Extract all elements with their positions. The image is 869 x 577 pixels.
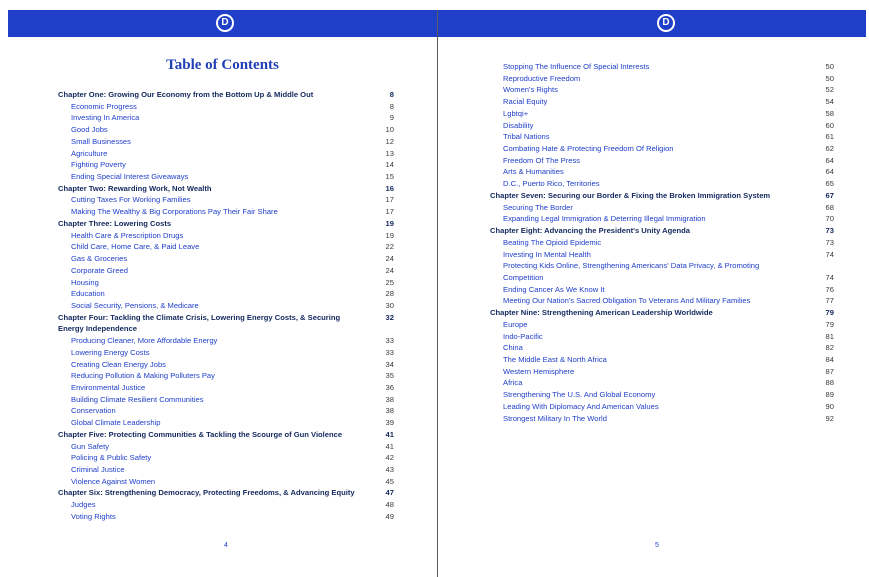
toc-topic-entry (58, 206, 394, 218)
topic-label: Creating Clean Energy Jobs (71, 359, 166, 369)
toc-topic-entry (58, 124, 394, 136)
toc-page-number: 45 (385, 476, 394, 486)
toc-topic-entry (58, 464, 394, 476)
toc-page-number: 24 (385, 265, 394, 275)
toc-topic-entry (490, 178, 834, 190)
toc-chapter-entry (58, 89, 394, 101)
topic-label: Producing Cleaner, More Affordable Energy (71, 336, 218, 346)
toc-page-number: 34 (385, 359, 394, 369)
toc-page-number: 90 (825, 401, 834, 411)
topic-label: Criminal Justice (71, 465, 125, 474)
toc-topic-entry (490, 295, 834, 307)
topic-label: Fighting Poverty (71, 160, 126, 170)
topic-label: Making The Wealthy & Big Corporations Pay Their Fair Share (71, 207, 278, 217)
toc-chapter-entry (490, 307, 834, 319)
toc-page-number: 17 (385, 207, 394, 217)
toc-page-number: 76 (825, 284, 834, 294)
topic-label: Environmental Justice (71, 382, 146, 392)
toc-page-number: 54 (825, 97, 834, 107)
toc-topic-entry (58, 288, 394, 300)
topic-label: Combating Hate & Protecting Freedom Of Religion (503, 144, 674, 154)
toc-page-number: 64 (825, 155, 834, 165)
toc-page-number: 28 (385, 289, 394, 299)
topic-label: Social Security, Pensions, & Medicare (71, 300, 199, 310)
toc-page-number: 8 (389, 101, 394, 111)
topic-label: Western Hemisphere (503, 366, 575, 376)
chapter-heading: Chapter Eight: Advancing the President's Unity Agenda (490, 226, 690, 236)
toc-topic-entry (58, 417, 394, 429)
toc-topic-entry (490, 237, 834, 249)
toc-page-number: 24 (385, 254, 394, 264)
toc-topic-entry (58, 101, 394, 113)
toc-page-number: 68 (825, 202, 834, 212)
toc-topic-entry (490, 342, 834, 354)
toc-page-number: 73 (825, 226, 834, 236)
toc-page-number: 64 (825, 167, 834, 177)
chapter-heading: Chapter One: Growing Our Economy from the Bottom Up & Middle Out (58, 90, 314, 99)
header-band (438, 10, 866, 37)
toc-topic-entry (490, 249, 834, 261)
toc-page-number: 62 (825, 144, 834, 154)
topic-label: Health Care & Prescription Drugs (71, 230, 184, 240)
toc-topic-entry (490, 120, 834, 132)
toc-chapter-entry (58, 487, 394, 499)
topic-label: Freedom Of The Press (503, 155, 581, 165)
toc-topic-entry (490, 331, 834, 343)
toc-topic-entry (490, 96, 834, 108)
topic-label: China (503, 343, 523, 353)
topic-label: Lgbtqi+ (503, 108, 529, 118)
toc-page-number: 41 (385, 429, 394, 439)
topic-label: Securing The Border (503, 202, 573, 212)
toc-page-number: 8 (389, 90, 394, 99)
toc-topic-entry (490, 366, 834, 378)
left-page (8, 10, 437, 577)
toc-page-number: 42 (385, 453, 394, 463)
topic-label: Voting Rights (71, 511, 116, 521)
democratic-party-logo-icon: D (216, 14, 234, 32)
toc-page-number: 84 (825, 354, 834, 364)
toc-page-number: 30 (385, 300, 394, 310)
toc-topic-entry (58, 230, 394, 242)
toc-page-number: 36 (385, 382, 394, 392)
topic-label: Arts & Humanities (503, 167, 564, 177)
page-number: 5 (655, 542, 659, 549)
toc-page-number: 77 (825, 296, 834, 306)
page-number: 4 (224, 542, 228, 549)
topic-label: Cutting Taxes For Working Families (71, 195, 191, 205)
toc-page-number: 19 (385, 218, 394, 228)
toc-page-number: 73 (825, 237, 834, 247)
topic-label: Building Climate Resilient Communities (71, 394, 204, 404)
topic-label: Beating The Opioid Epidemic (503, 237, 602, 247)
topic-label: Agriculture (71, 148, 108, 158)
toc-page-number: 50 (825, 62, 834, 71)
toc-page-number: 14 (385, 160, 394, 170)
toc-page-number: 89 (825, 390, 834, 400)
toc-topic-entry (490, 284, 834, 296)
toc-page-number: 74 (825, 272, 834, 282)
topic-label: Judges (71, 500, 96, 510)
topic-label: Women's Rights (503, 85, 558, 95)
toc-chapter-entry (58, 218, 394, 230)
toc-topic-entry (58, 382, 394, 394)
topic-label: Strengthening The U.S. And Global Economy (503, 390, 656, 400)
toc-page-number: 10 (385, 125, 394, 135)
toc-page-number: 15 (385, 172, 394, 182)
toc-page-number: 92 (825, 413, 834, 423)
chapter-heading: Chapter Six: Strengthening Democracy, Protecting Freedoms, & Advancing Equity (58, 488, 355, 498)
chapter-heading: Chapter Two: Rewarding Work, Not Wealth (58, 183, 212, 193)
toc-topic-entry (490, 260, 834, 283)
topic-label: Expanding Legal Immigration & Deterring Illegal Immigration (503, 214, 706, 224)
topic-label: Leading With Diplomacy And American Values (503, 401, 659, 411)
topic-label: Gun Safety (71, 441, 109, 451)
toc-page-number: 32 (385, 312, 394, 322)
topic-label: Global Climate Leadership (71, 418, 161, 428)
toc-chapter-entry (58, 429, 394, 441)
toc-page-number: 81 (825, 331, 834, 341)
chapter-heading: Chapter Three: Lowering Costs (58, 218, 172, 228)
toc-topic-entry (58, 499, 394, 511)
toc-topic-entry (58, 253, 394, 265)
toc-topic-entry (490, 213, 834, 225)
toc-topic-entry (490, 413, 834, 425)
topic-label: Racial Equity (503, 97, 548, 107)
topic-label: Economic Progress (71, 101, 137, 111)
toc-topic-entry (58, 441, 394, 453)
toc-page-number: 79 (825, 308, 834, 318)
toc-title: Table of Contents (166, 57, 279, 73)
toc-page-number: 67 (825, 190, 834, 200)
toc-page-number: 25 (385, 277, 394, 287)
toc-topic-entry (58, 148, 394, 160)
topic-label: Stopping The Influence Of Special Interests (503, 62, 650, 71)
toc-topic-entry (58, 171, 394, 183)
toc-page-number: 74 (825, 249, 834, 259)
toc-page-number: 70 (825, 214, 834, 224)
toc-page-number: 35 (385, 371, 394, 381)
document-spread (8, 10, 866, 577)
toc-page-number: 79 (825, 319, 834, 329)
toc-topic-entry (58, 335, 394, 347)
toc-page-number: 43 (385, 465, 394, 474)
toc-chapter-entry (58, 312, 394, 335)
topic-label: Corporate Greed (71, 265, 128, 275)
toc-topic-entry (58, 394, 394, 406)
toc-page-number: 60 (825, 120, 834, 130)
toc-topic-entry (490, 84, 834, 96)
toc-chapter-entry (490, 190, 834, 202)
topic-label: Investing In America (71, 113, 140, 123)
toc-topic-entry (490, 319, 834, 331)
toc-page-number: 12 (385, 136, 394, 146)
toc-topic-entry (58, 405, 394, 417)
toc-topic-entry (58, 265, 394, 277)
toc-topic-entry (58, 112, 394, 124)
toc-topic-entry (490, 166, 834, 178)
toc-list-right (490, 61, 834, 424)
toc-topic-entry (490, 155, 834, 167)
toc-topic-entry (58, 370, 394, 382)
toc-topic-entry (490, 202, 834, 214)
toc-page-number: 13 (385, 148, 394, 158)
toc-chapter-entry (490, 225, 834, 237)
toc-page-number: 41 (385, 441, 394, 451)
toc-page-number: 38 (385, 406, 394, 416)
toc-page-number: 50 (825, 73, 834, 83)
chapter-heading: Chapter Four: Tackling the Climate Crisis, Lowering Energy Costs, & Securing Energy Independence (58, 312, 341, 334)
toc-topic-entry (58, 136, 394, 148)
toc-page-number: 65 (825, 179, 834, 189)
toc-page-number: 48 (385, 500, 394, 510)
topic-label: Protecting Kids Online, Strengthening Americans' Data Privacy, & Promoting Competition (503, 261, 760, 282)
toc-topic-entry (490, 401, 834, 413)
topic-label: Violence Against Women (71, 476, 156, 486)
topic-label: Tribal Nations (503, 132, 550, 142)
topic-label: The Middle East & North Africa (503, 354, 607, 364)
toc-topic-entry (490, 61, 834, 73)
topic-label: Housing (71, 277, 99, 287)
toc-topic-entry (58, 452, 394, 464)
chapter-heading: Chapter Seven: Securing our Border & Fixing the Broken Immigration System (490, 190, 771, 200)
toc-page-number: 19 (385, 230, 394, 240)
topic-label: D.C., Puerto Rico, Territories (503, 179, 600, 189)
toc-topic-entry (58, 476, 394, 488)
topic-label: Ending Special Interest Giveaways (71, 172, 189, 182)
chapter-heading: Chapter Five: Protecting Communities & Tackling the Scourge of Gun Violence (58, 429, 343, 439)
topic-label: Meeting Our Nation's Sacred Obligation To Veterans And Military Families (503, 296, 751, 306)
topic-label: Reducing Pollution & Making Polluters Pay (71, 371, 215, 381)
toc-topic-entry (490, 143, 834, 155)
toc-page-number: 82 (825, 343, 834, 353)
toc-page-number: 38 (385, 394, 394, 404)
toc-page-number: 87 (825, 366, 834, 376)
topic-label: Reproductive Freedom (503, 73, 581, 83)
toc-topic-entry (58, 300, 394, 312)
toc-topic-entry (490, 108, 834, 120)
toc-chapter-entry (58, 183, 394, 195)
toc-page-number: 88 (825, 378, 834, 388)
toc-page-number: 17 (385, 195, 394, 205)
toc-page-number: 47 (385, 488, 394, 498)
chapter-heading: Chapter Nine: Strengthening American Leadership Worldwide (490, 308, 713, 318)
toc-page-number: 58 (825, 108, 834, 118)
topic-label: Disability (503, 120, 534, 130)
topic-label: Good Jobs (71, 125, 108, 135)
topic-label: Child Care, Home Care, & Paid Leave (71, 242, 200, 252)
toc-page-number: 61 (825, 132, 834, 142)
topic-label: Gas & Groceries (71, 254, 128, 264)
toc-topic-entry (490, 354, 834, 366)
toc-topic-entry (58, 241, 394, 253)
topic-label: Conservation (71, 406, 116, 416)
toc-topic-entry (58, 359, 394, 371)
topic-label: Lowering Energy Costs (71, 347, 150, 357)
toc-topic-entry (490, 131, 834, 143)
toc-topic-entry (58, 347, 394, 359)
toc-topic-entry (490, 377, 834, 389)
toc-topic-entry (58, 194, 394, 206)
toc-page-number: 33 (385, 347, 394, 357)
toc-page-number: 52 (825, 85, 834, 95)
toc-topic-entry (490, 389, 834, 401)
right-page (438, 10, 866, 577)
topic-label: Ending Cancer As We Know It (503, 284, 605, 294)
topic-label: Small Businesses (71, 136, 131, 146)
topic-label: Africa (503, 378, 523, 388)
toc-page-number: 49 (385, 511, 394, 521)
topic-label: Indo-Pacific (503, 331, 543, 341)
democratic-party-logo-icon: D (657, 14, 675, 32)
toc-list-left (58, 89, 394, 523)
toc-topic-entry (58, 511, 394, 523)
toc-page-number: 22 (385, 242, 394, 252)
toc-page-number: 33 (385, 336, 394, 346)
toc-topic-entry (58, 159, 394, 171)
topic-label: Education (71, 289, 105, 299)
topic-label: Policing & Public Safety (71, 453, 152, 463)
topic-label: Strongest Military In The World (503, 413, 607, 423)
topic-label: Europe (503, 319, 528, 329)
toc-page-number: 16 (385, 183, 394, 193)
toc-page-number: 39 (385, 418, 394, 428)
toc-page-number: 9 (389, 113, 394, 123)
topic-label: Investing In Mental Health (503, 249, 591, 259)
toc-topic-entry (490, 73, 834, 85)
toc-topic-entry (58, 277, 394, 289)
